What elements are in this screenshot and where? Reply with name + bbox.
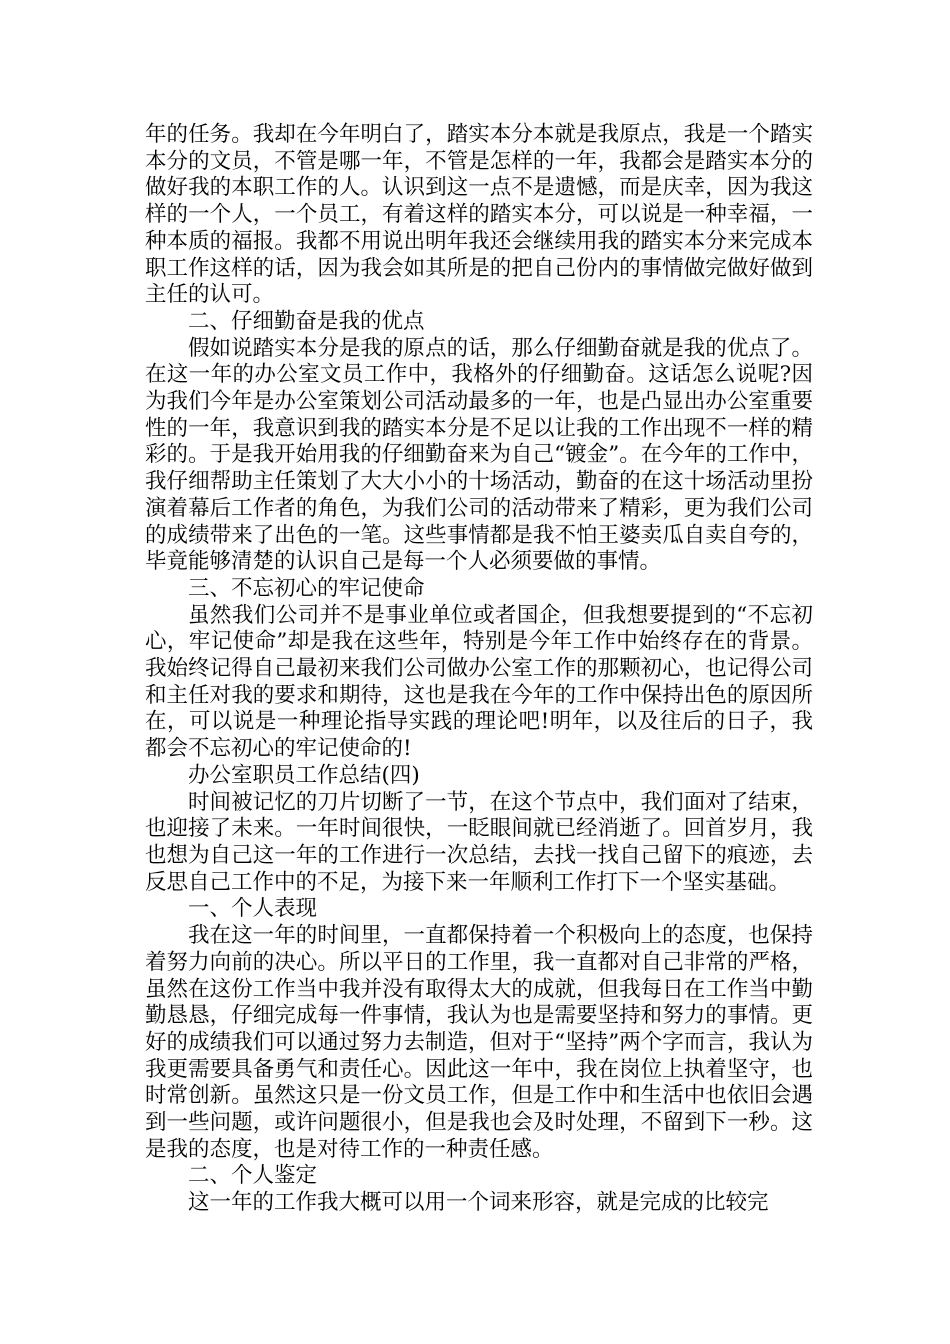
section-heading: 二、个人鉴定	[188, 1163, 318, 1189]
section-heading: 二、仔细勤奋是我的优点	[188, 308, 425, 334]
body-paragraph: 假如说踏实本分是我的原点的话，那么仔细勤奋就是我的优点了。在这一年的办公室文员工作中，我格外的仔细勤奋。这话怎么说呢?因为我们今年是办公室策划公司活动最多的一年，也是凸显出办公室重要性的一年，我意识到我的踏实本分是不足以让我的工作出现不一样的精彩的。于是我开始用我的仔细勤奋来为自己“镀金”。在今年的工作中，我仔细帮助主任策划了大大小小的十场活动，勤奋的在这十场活动里扮演着幕后工作者的角色，为我们公司的活动带来了精彩，更为我们公司的成绩带来了出色的一笔。这些事情都是我不怕王婆卖瓜自卖自夸的，毕竟能够清楚的认识自己是每一个人必须要做的事情。	[145, 335, 813, 575]
body-paragraph: 虽然我们公司并不是事业单位或者国企，但我想要提到的“不忘初心，牢记使命”却是我在这些年，特别是今年工作中始终存在的背景。我始终记得自己最初来我们公司做办公室工作的那颗初心，也记得公司和主任对我的要求和期待，这也是我在今年的工作中保持出色的原因所在，可以说是一种理论指导实践的理论吧!明年，以及往后的日子，我都会不忘初心的牢记使命的!	[145, 602, 813, 762]
section-heading: 一、个人表现	[188, 896, 318, 922]
body-paragraph: 这一年的工作我大概可以用一个词来形容，就是完成的比较完	[188, 1190, 769, 1216]
body-paragraph: 时间被记忆的刀片切断了一节，在这个节点中，我们面对了结束，也迎接了未来。一年时间很快，一眨眼间就已经消逝了。回首岁月，我也想为自己这一年的工作进行一次总结，去找一找自己留下的痕迹，去反思自己工作中的不足，为接下来一年顺利工作打下一个坚实基础。	[145, 789, 813, 895]
body-paragraph: 年的任务。我却在今年明白了，踏实本分本就是我原点，我是一个踏实本分的文员，不管是哪一年，不管是怎样的一年，我都会是踏实本分的做好我的本职工作的人。认识到这一点不是遗憾，而是庆幸，因为我这样的一个人，一个员工，有着这样的踏实本分，可以说是一种幸福，一种本质的福报。我都不用说出明年我还会继续用我的踏实本分来完成本职工作这样的话，因为我会如其所是的把自己份内的事情做完做好做到主任的认可。	[145, 122, 813, 308]
document-page	[145, 122, 813, 1217]
body-paragraph: 我在这一年的时间里，一直都保持着一个积极向上的态度，也保持着努力向前的决心。所以平日的工作里，我一直都对自己非常的严格，虽然在这份工作当中我并没有取得太大的成就，但我每日在工作当中勤勤恳恳，仔细完成每一件事情，我认为也是需要坚持和努力的事情。更好的成绩我们可以通过努力去制造，但对于“坚持”两个字而言，我认为我更需要具备勇气和责任心。因此这一年中，我在岗位上执着坚守，也时常创新。虽然这只是一份文员工作，但是工作中和生活中也依旧会遇到一些问题，或许问题很小，但是我也会及时处理，不留到下一秒。这是我的态度，也是对待工作的一种责任感。	[145, 923, 813, 1162]
section-heading: 办公室职员工作总结(四)	[188, 762, 420, 788]
section-heading: 三、不忘初心的牢记使命	[188, 575, 425, 601]
